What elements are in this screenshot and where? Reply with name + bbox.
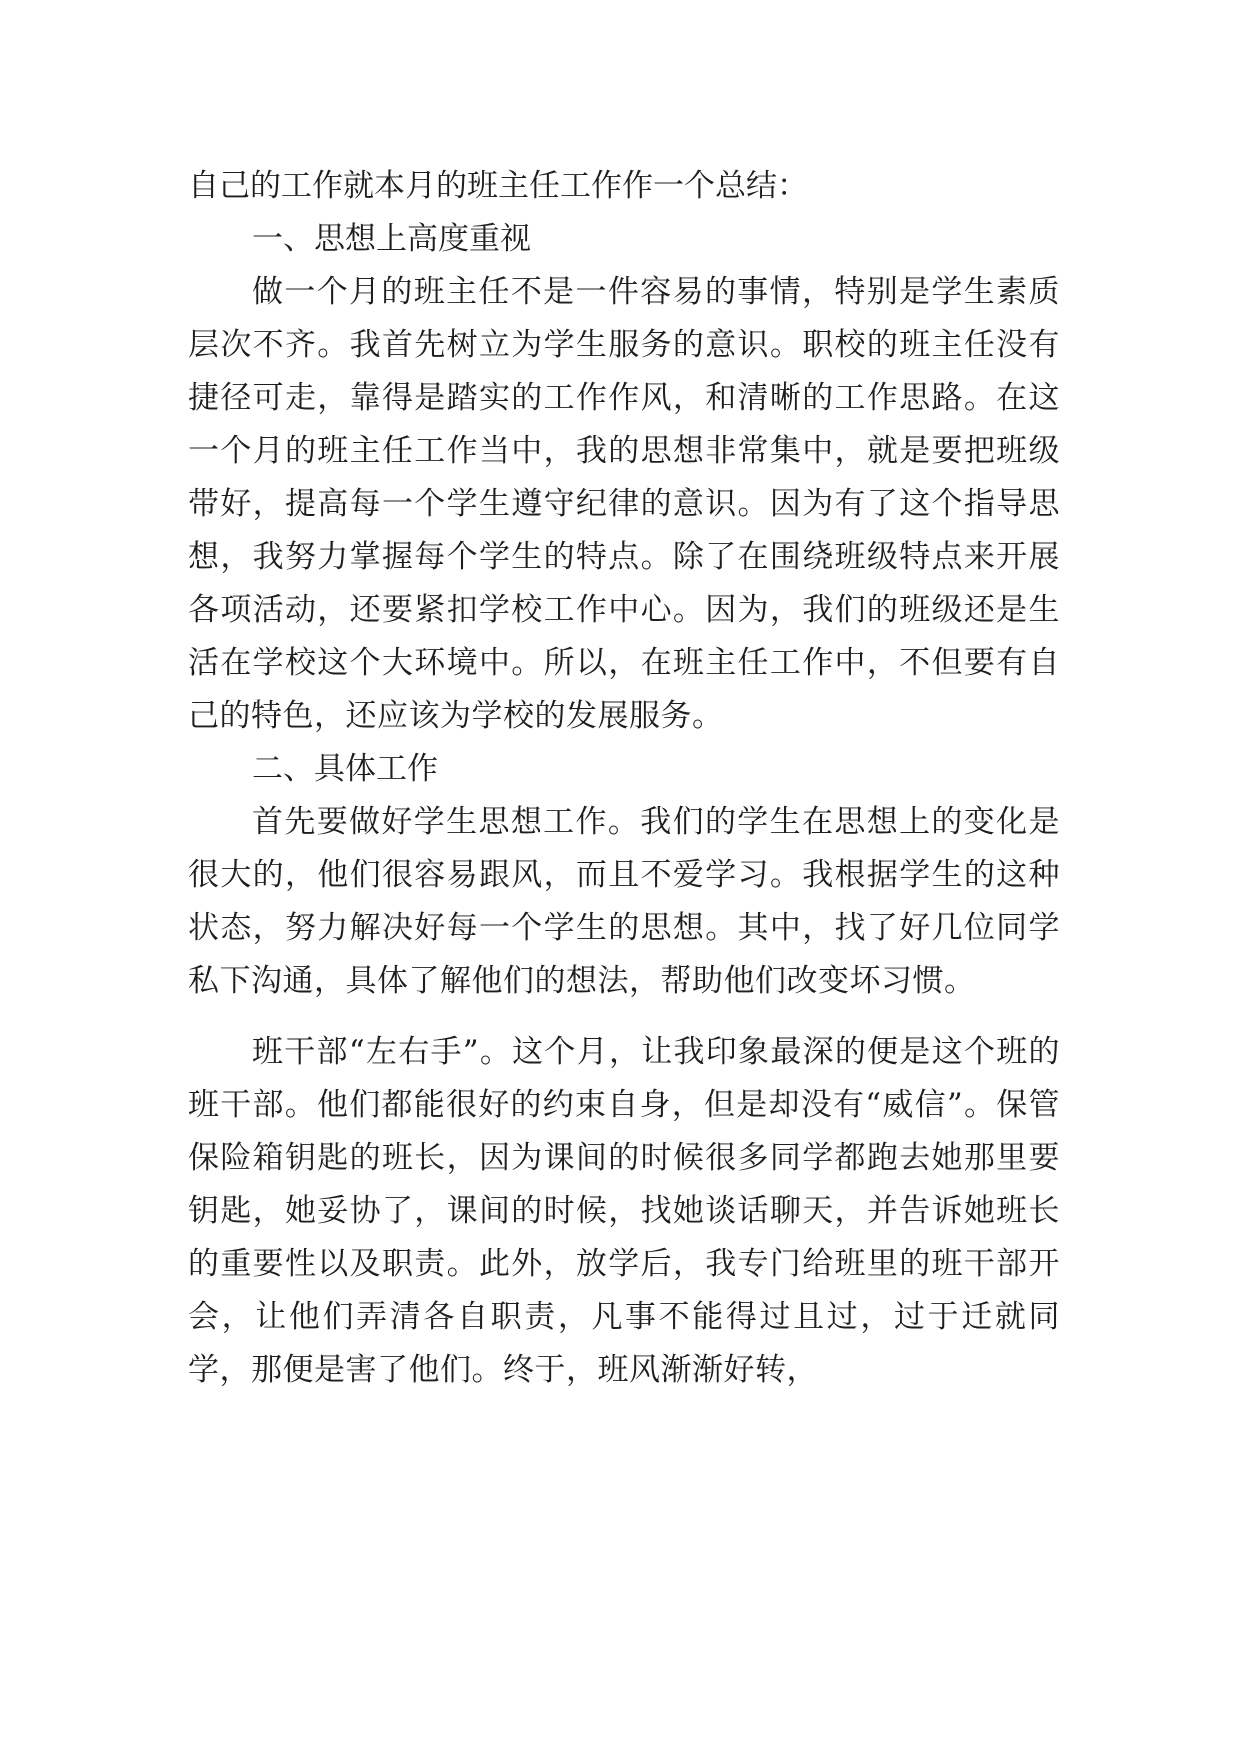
section-heading-thought: 一、思想上高度重视 <box>252 221 531 257</box>
document-body <box>188 160 1060 1397</box>
section-heading-work: 二、具体工作 <box>252 751 438 787</box>
paragraph-gap <box>188 1008 1060 1026</box>
paragraph-class-cadres: 班干部“左右手”。这个月，让我印象最深的便是这个班的班干部。他们都能很好的约束自身，但是却没有“威信”。保管保险箱钥匙的班长，因为课间的时候很多同学都跑去她那里要钥匙，她妥协了，课间的时候，找她谈话聊天，并告诉她班长的重要性以及职责。此外，放学后，我专门给班里的班干部开会，让他们弄清各自职责，凡事不能得过且过，过于迁就同学，那便是害了他们。终于，班风渐渐好转， <box>188 1034 1060 1388</box>
paragraph-student-thought-work: 首先要做好学生思想工作。我们的学生在思想上的变化是很大的，他们很容易跟风，而且不爱学习。我根据学生的这种状态，努力解决好每一个学生的思想。其中，找了好几位同学私下沟通，具体了解他们的想法，帮助他们改变坏习惯。 <box>188 804 1060 999</box>
paragraph-thought: 做一个月的班主任不是一件容易的事情，特别是学生素质层次不齐。我首先树立为学生服务的意识。职校的班主任没有捷径可走，靠得是踏实的工作作风，和清晰的工作思路。在这一个月的班主任工作当中，我的思想非常集中，就是要把班级带好，提高每一个学生遵守纪律的意识。因为有了这个指导思想，我努力掌握每个学生的特点。除了在围绕班级特点来开展各项活动，还要紧扣学校工作中心。因为，我们的班级还是生活在学校这个大环境中。所以，在班主任工作中，不但要有自己的特色，还应该为学校的发展服务。 <box>188 274 1060 734</box>
intro-line: 自己的工作就本月的班主任工作作一个总结： <box>188 168 808 204</box>
